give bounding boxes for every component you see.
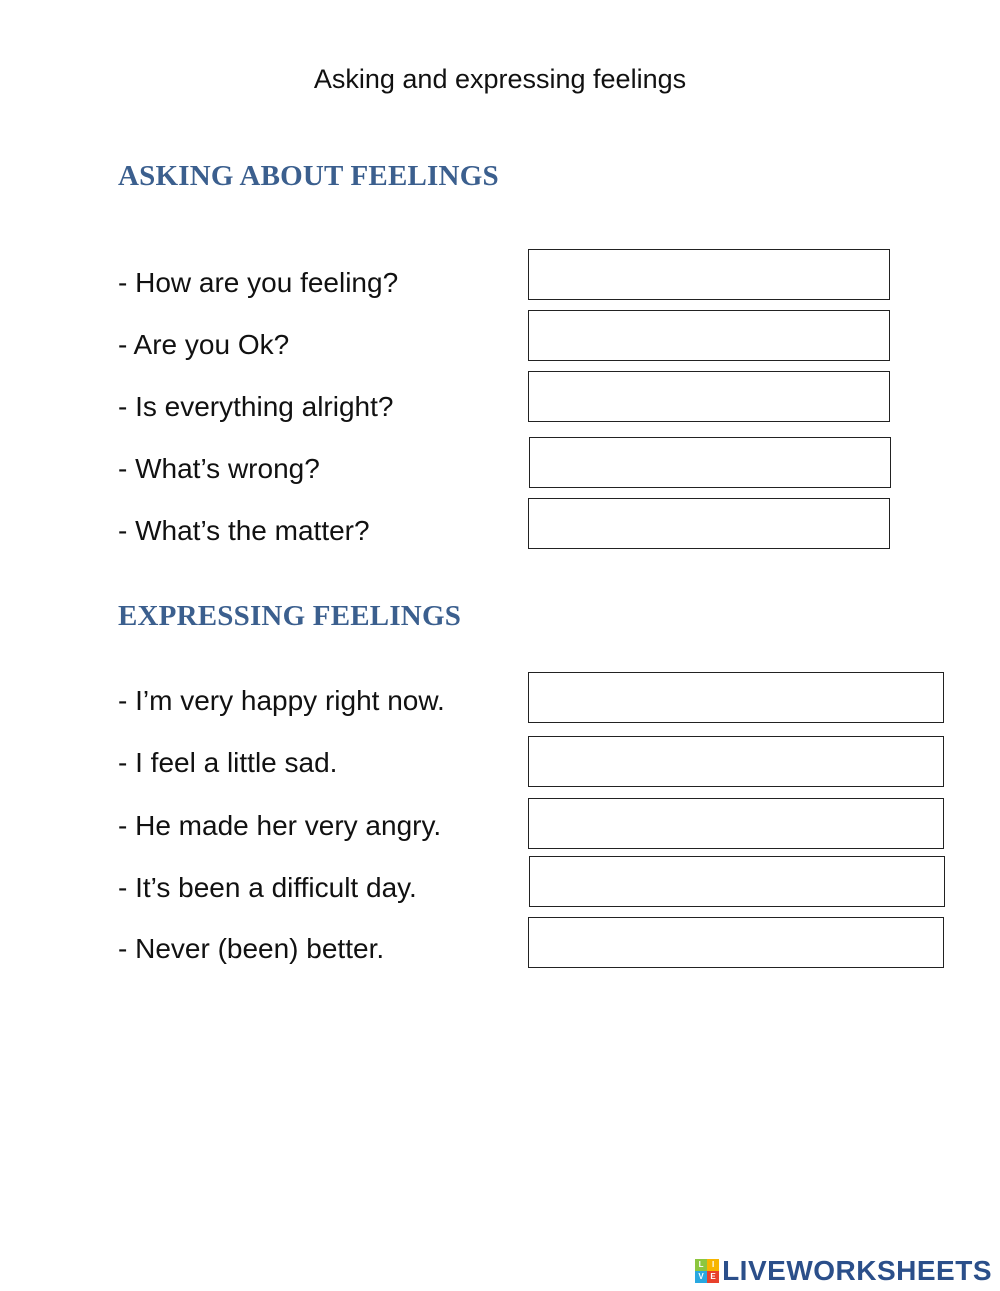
phrase-difficult-day: - It’s been a difficult day. [118, 872, 417, 903]
phrase-whats-wrong: - What’s wrong? [118, 453, 320, 484]
phrase-whats-the-matter: - What’s the matter? [118, 515, 370, 546]
answer-input-very-angry[interactable] [528, 798, 944, 849]
phrase-how-are-you-feeling: - How are you feeling? [118, 267, 399, 298]
phrase-very-happy: - I’m very happy right now. [118, 685, 445, 716]
liveworksheets-logo-icon [695, 1259, 719, 1283]
liveworksheets-logo-text: LIVEWORKSHEETS [722, 1255, 992, 1286]
logo-tile-e: E [707, 1271, 719, 1283]
answer-input-whats-the-matter[interactable] [528, 498, 890, 549]
answer-input-whats-wrong[interactable] [529, 437, 891, 488]
answer-input-very-happy[interactable] [528, 672, 944, 723]
answer-input-difficult-day[interactable] [529, 856, 945, 907]
logo-tile-i: I [707, 1259, 719, 1271]
answer-input-how-are-you-feeling[interactable] [528, 249, 890, 300]
answer-input-never-better[interactable] [528, 917, 944, 968]
answer-input-are-you-ok[interactable] [528, 310, 890, 361]
logo-tile-l: L [695, 1259, 707, 1271]
phrase-little-sad: - I feel a little sad. [118, 747, 338, 778]
page-title: Asking and expressing feelings [313, 64, 687, 94]
section-heading-asking: ASKING ABOUT FEELINGS [118, 160, 499, 192]
phrase-are-you-ok: - Are you Ok? [118, 329, 290, 360]
section-heading-expressing: EXPRESSING FEELINGS [118, 600, 462, 632]
answer-input-little-sad[interactable] [528, 736, 944, 787]
phrase-never-better: - Never (been) better. [118, 933, 385, 964]
answer-input-is-everything-alright[interactable] [528, 371, 890, 422]
logo-tile-v: V [695, 1271, 707, 1283]
liveworksheets-logo[interactable] [695, 1253, 992, 1289]
phrase-very-angry: - He made her very angry. [118, 810, 442, 841]
phrase-is-everything-alright: - Is everything alright? [118, 391, 394, 422]
